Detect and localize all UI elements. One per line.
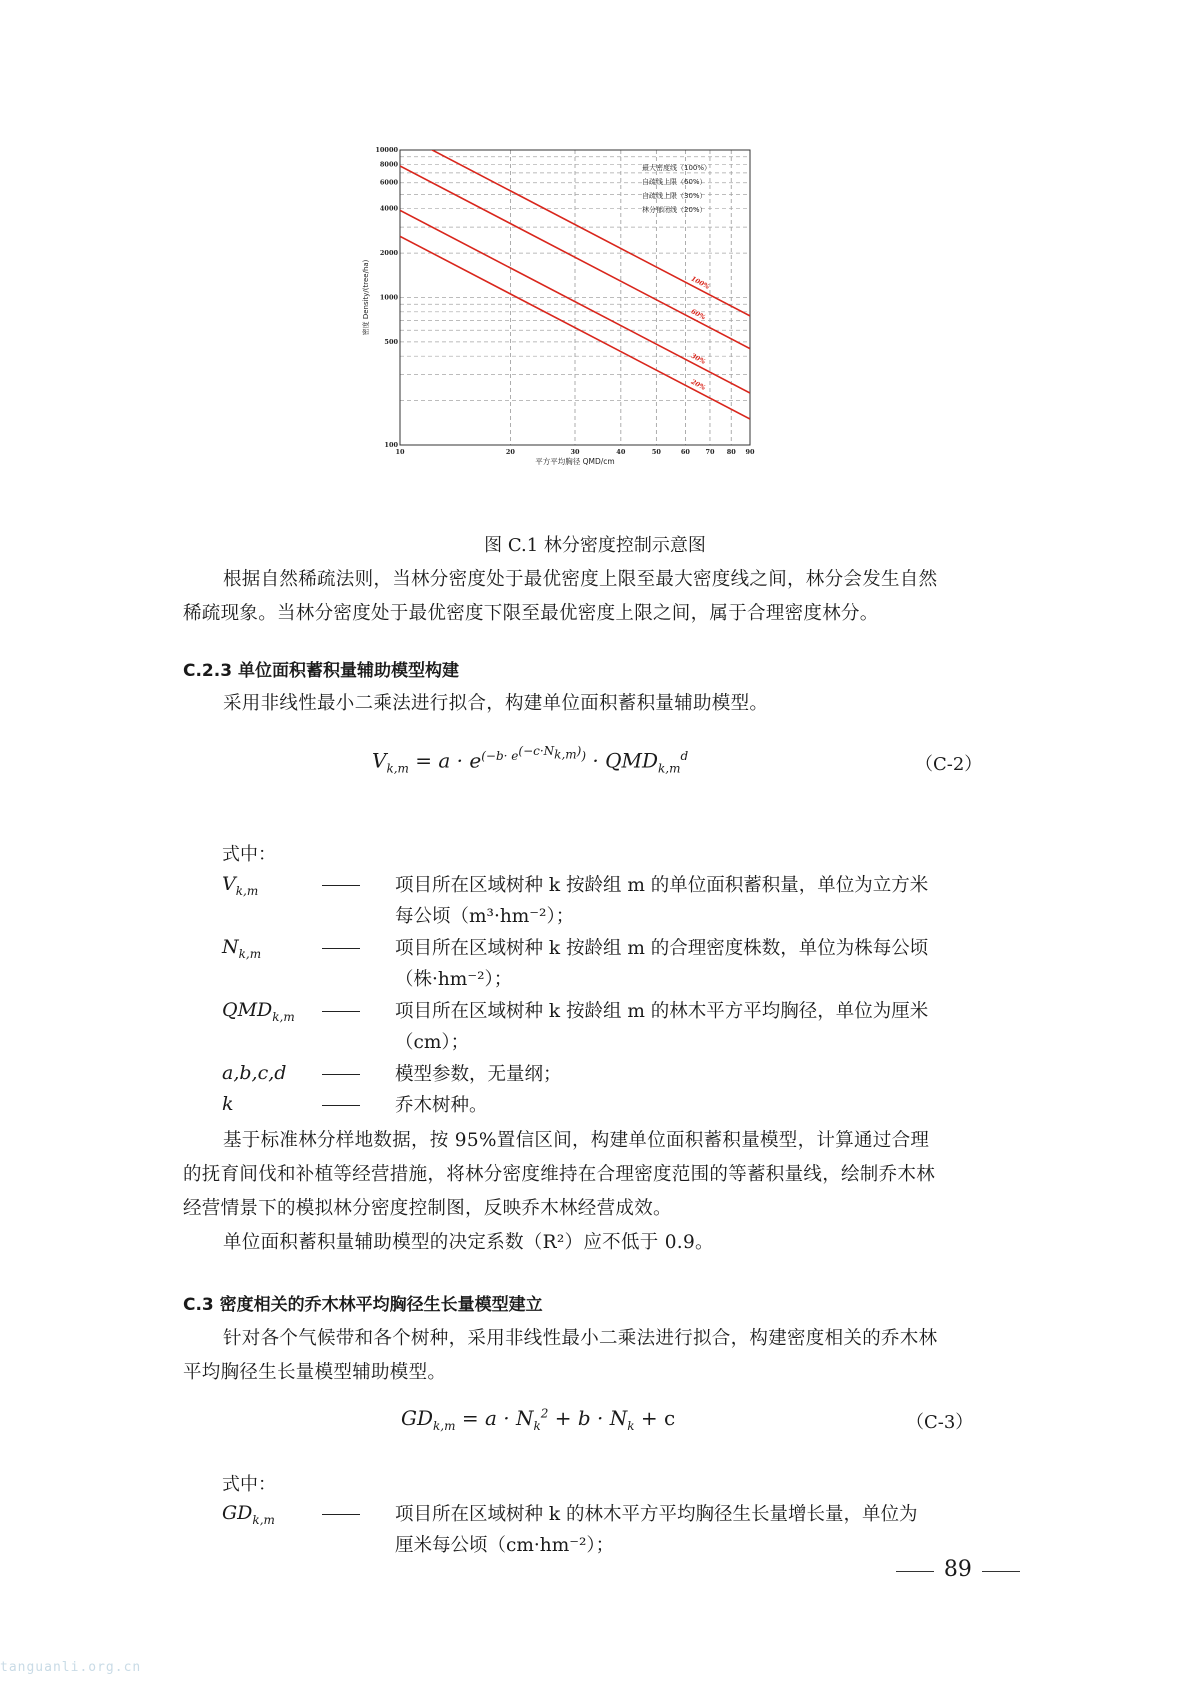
paragraph-model-build: 基于标准林分样地数据，按 95%置信区间，构建单位面积蓄积量模型，计算通过合理 的抚育间伐和补植等经营措施，将林分密度维持在合理密度范围的等蓄积量线，绘制乔木林 经营情景下的模拟林分密度控制图，反映乔木林经营成效。 — [183, 1130, 936, 1219]
watermark: tanguanli.org.cn — [0, 1660, 142, 1675]
y-tick-label: 1000 — [379, 293, 398, 302]
eq2-qmd-sub: k,m — [658, 761, 681, 776]
def-symbol-n: $N_{k,m}$ — [222, 936, 262, 961]
eq2-sup-d: d — [680, 749, 689, 763]
where-label-2: 式中： — [222, 1474, 276, 1495]
section-heading-c3: C.3 密度相关的乔木林平均胸径生长量模型建立 — [183, 1295, 543, 1315]
eq2-exp-close-inner: ) — [576, 744, 582, 758]
x-axis-label: 平方平均胸径 QMD/cm — [535, 457, 615, 466]
chart-svg — [362, 146, 808, 510]
legend-entry: 最大密度线（100%） — [642, 164, 712, 172]
series-label-30pct: 30% — [689, 351, 707, 366]
def-dash — [322, 1011, 360, 1012]
def-dash — [322, 948, 360, 949]
x-tick-label: 50 — [651, 448, 661, 456]
def-symbol-k: k — [222, 1093, 234, 1115]
eq2-v-sub: k,m — [386, 761, 409, 776]
def-symbol-params: a,b,c,d — [222, 1062, 287, 1084]
para2-text: 采用非线性最小二乘法进行拟合，构建单位面积蓄积量辅助模型。 — [223, 693, 769, 714]
eq2-exp-close: ) — [581, 749, 587, 763]
where-label: 式中： — [222, 844, 276, 865]
y-tick-label: 2000 — [379, 249, 398, 258]
eq2-exp-sub: k,m — [554, 747, 577, 762]
paragraph-r2: 单位面积蓄积量辅助模型的决定系数（R²）应不低于 0.9。 — [223, 1232, 714, 1253]
def-text-v: 项目所在区域树种 k 按龄组 m 的单位面积蓄积量，单位为立方米 每公顷（m³·hm⁻²）； — [395, 875, 929, 927]
series-label-100pct: 100% — [689, 274, 711, 291]
eq2-eq-a: = a · e — [408, 748, 482, 773]
equation-c3: $GD_{k,m} = a \cdot N_k^2 + b \cdot N_k + c$ — [401, 1406, 676, 1433]
legend-entry: 林分郁闭线（20%） — [642, 206, 707, 214]
x-tick-label: 90 — [745, 448, 755, 456]
x-tick-label: 40 — [616, 448, 626, 456]
section-heading-c23: C.2.3 单位面积蓄积量辅助模型构建 — [183, 661, 459, 681]
def-text-k: 乔木树种。 — [395, 1095, 488, 1116]
y-tick-label: 4000 — [379, 204, 398, 213]
series-label-20pct: 20% — [689, 377, 707, 392]
series-label-60pct: 60% — [689, 307, 707, 322]
paragraph-thinning-law — [183, 563, 1013, 631]
eq2-exp-outer: (−b· e — [481, 749, 519, 763]
y-tick-label: 6000 — [379, 178, 398, 187]
paragraph-method — [183, 687, 1013, 721]
equation-c2-number: （C-2） — [915, 754, 983, 775]
def-dash — [322, 1105, 360, 1106]
y-axis-label: 密度 Density/(tree/ha) — [362, 259, 370, 336]
x-tick-label: 30 — [570, 448, 580, 456]
equation-c2 — [372, 744, 688, 776]
x-tick-label: 20 — [505, 448, 515, 456]
def-dash — [322, 1074, 360, 1075]
def-symbol-v: $V_{k,m}$ — [222, 873, 259, 898]
x-tick-label: 10 — [395, 448, 405, 456]
def-text-qmd: 项目所在区域树种 k 按龄组 m 的林木平方平均胸径，单位为厘米 （cm）； — [395, 1001, 929, 1053]
y-tick-label: 10000 — [375, 146, 398, 154]
def-dash — [322, 885, 360, 886]
y-tick-label: 100 — [384, 441, 398, 449]
legend-entry: 自疏线上限（30%） — [642, 192, 707, 200]
page-number: 89 — [0, 1557, 1190, 1582]
density-control-chart — [362, 146, 808, 510]
para1-line2: 稀疏现象。当林分密度处于最优密度下限至最优密度上限之间，属于合理密度林分。 — [183, 603, 879, 624]
para1-line1: 根据自然稀疏法则，当林分密度处于最优密度上限至最大密度线之间，林分会发生自然 — [223, 569, 938, 590]
x-tick-label: 60 — [680, 448, 690, 456]
legend-entry: 自疏线上限（60%） — [642, 178, 707, 186]
figure-caption: 图 C.1 林分密度控制示意图 — [484, 535, 706, 556]
eq2-exp-inner: (−c·N — [518, 744, 555, 758]
def-symbol-gd: $GD_{k,m}$ — [222, 1502, 275, 1527]
x-tick-label: 80 — [726, 448, 736, 456]
def-text-params: 模型参数，无量纲； — [395, 1064, 562, 1085]
y-tick-label: 8000 — [379, 160, 398, 169]
eq2-v: V — [372, 748, 387, 773]
def-symbol-qmd: $QMD_{k,m}$ — [222, 999, 295, 1024]
eq2-qmd: · QMD — [586, 748, 658, 773]
paragraph-growth: 针对各个气候带和各个树种，采用非线性最小二乘法进行拟合，构建密度相关的乔木林 平均胸径生长量模型辅助模型。 — [183, 1328, 938, 1383]
def-dash — [322, 1514, 360, 1515]
def-text-n: 项目所在区域树种 k 按龄组 m 的合理密度株数，单位为株每公顷 （株·hm⁻²）； — [395, 938, 929, 990]
x-tick-label: 70 — [705, 448, 715, 456]
y-tick-label: 500 — [384, 337, 398, 346]
def-text-gd: 项目所在区域树种 k 的林木平方平均胸径生长量增长量，单位为 厘米每公顷（cm·hm⁻²）； — [395, 1504, 918, 1556]
equation-c3-number: （C-3） — [906, 1412, 974, 1433]
